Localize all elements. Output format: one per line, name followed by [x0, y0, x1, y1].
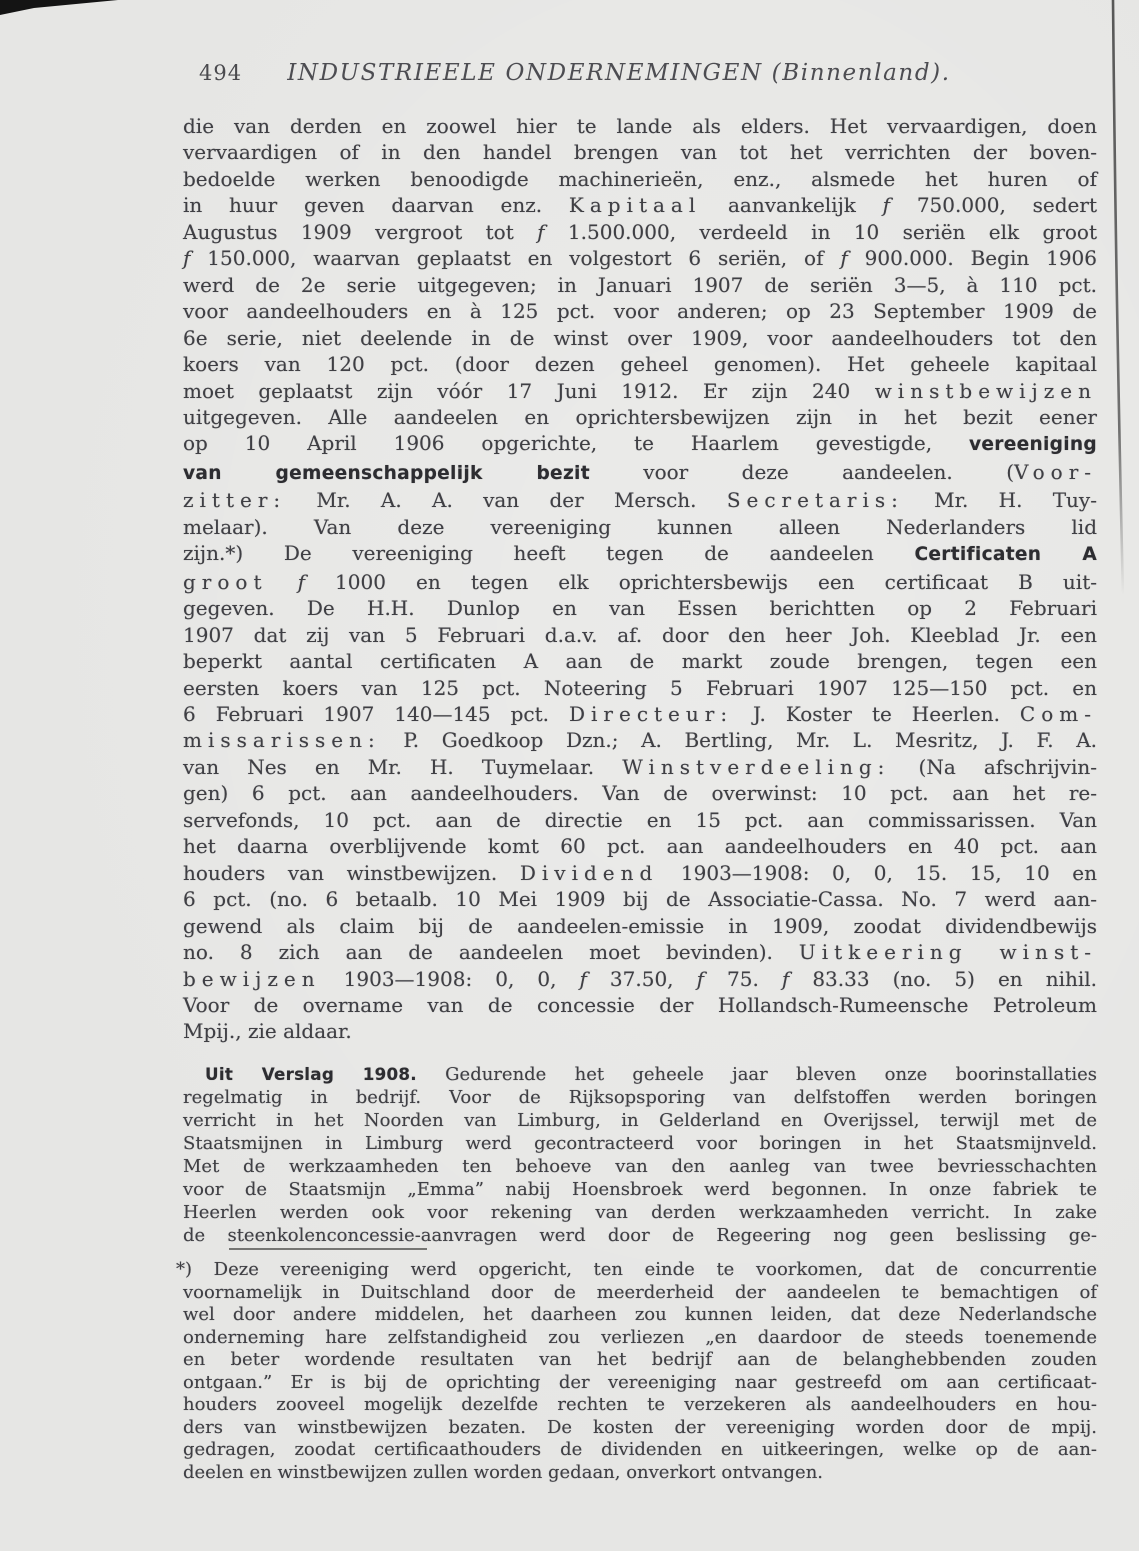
- text-line: voor de Staatsmijn „Emma” nabij Hoensbroek werd begonnen. In onze fabriek te: [183, 1179, 1097, 1200]
- text-line: op 10 April 1906 opgerichte, te Haarlem gevestigde, vereeniging: [183, 431, 1097, 456]
- text-line: bewijzen 1903—1908: 0, 0, f 37.50, f 75. f 83.33 (no. 5) en nihil.: [183, 966, 1098, 991]
- text-line: vervaardigen of in den handel brengen van tot het verrichten der boven-: [183, 140, 1097, 165]
- text-line: van Nes en Mr. H. Tuymelaar. Winstverdeeling: (Na afschrijvin-: [183, 754, 1097, 779]
- text-line: servefonds, 10 pct. aan de directie en 15 pct. aan commissarissen. Van: [183, 807, 1097, 832]
- text-line: voor aandeelhouders en à 125 pct. voor anderen; op 23 September 1909 de: [183, 299, 1097, 324]
- text-line: 6 pct. (no. 6 betaalb. 10 Mei 1909 bij de Associatie-Cassa. No. 7 werd aan-: [183, 887, 1097, 912]
- text-line: Met de werkzaamheden ten behoeve van den aanleg van twee bevriesschachten: [183, 1156, 1097, 1177]
- text-line: gedragen, zoodat certificaathouders de dividenden en uitkeeringen, welke op de aan-: [183, 1439, 1097, 1460]
- text-line: missarissen: P. Goedkoop Dzn.; A. Bertling, Mr. L. Mesritz, J. F. A.: [183, 728, 1097, 753]
- text-line: 6e serie, niet deelende in de winst over 1909, voor aandeelhouders tot den: [183, 325, 1097, 350]
- text-line: Uit Verslag 1908. Gedurende het geheele jaar bleven onze boorinstallaties: [205, 1064, 1097, 1085]
- text-line: eersten koers van 125 pct. Noteering 5 Februari 1907 125—150 pct. en: [183, 675, 1097, 700]
- text-line: de steenkolenconcessie-aanvragen werd door de Regeering nog geen beslissing ge-: [183, 1225, 1097, 1246]
- text-line: het daarna overblijvende komt 60 pct. aan aandeelhouders en 40 pct. aan: [183, 834, 1097, 859]
- main-text-block: [183, 113, 1097, 1045]
- text-line: van gemeenschappelijk bezit voor deze aandeelen. (Voor-: [183, 459, 1098, 484]
- running-title: INDUSTRIEELE ONDERNEMINGEN (Binnenland).: [287, 60, 951, 86]
- text-line: f 150.000, waarvan geplaatst en volgestort 6 seriën, of f 900.000. Begin 1906: [183, 246, 1097, 271]
- text-line: in huur geven daarvan enz. Kapitaal aanvankelijk f 750.000, sedert: [183, 193, 1097, 218]
- text-line: melaar). Van deze vereeniging kunnen alleen Nederlanders lid: [183, 514, 1097, 539]
- text-line: Mpij., zie aldaar.: [183, 1019, 352, 1044]
- text-line: *) Deze vereeniging werd opgericht, ten einde te voorkomen, dat de concurrentie: [176, 1259, 1097, 1280]
- text-line: Voor de overname van de concessie der Hollandsch-Rumeensche Petroleum: [183, 992, 1097, 1017]
- text-line: deelen en winstbewijzen zullen worden gedaan, onverkort ontvangen.: [183, 1461, 824, 1483]
- text-line: ders van winstbewijzen bezaten. De kosten der vereeniging worden door de mpij.: [183, 1416, 1097, 1438]
- text-line: bedoelde werken benoodigde machinerieën, enz., alsmede het huren of: [183, 166, 1097, 191]
- text-line: koers van 120 pct. (door dezen geheel genomen). Het geheele kapitaal: [183, 352, 1097, 377]
- text-line: onderneming hare zelfstandigheid zou verliezen „en daardoor de steeds toenemende: [183, 1326, 1097, 1348]
- text-line: ontgaan.” Er is bij de oprichting der vereeniging naar gestreefd om aan certificaat-: [183, 1371, 1097, 1393]
- text-line: uitgegeven. Alle aandeelen en oprichtersbewijzen zijn in het bezit eener: [183, 404, 1097, 429]
- text-line: no. 8 zich aan de aandeelen moet bevinden). Uitkeering winst-: [183, 940, 1098, 965]
- text-line: houders zooveel mogelijk dezelfde rechten te verzekeren als aandeelhouders en hou-: [183, 1394, 1097, 1415]
- text-line: gegeven. De H.H. Dunlop en van Essen berichtten op 2 Februari: [183, 596, 1097, 621]
- text-line: regelmatig in bedrijf. Voor de Rijksopsporing van delfstoffen werden boringen: [183, 1087, 1097, 1108]
- text-line: groot f 1000 en tegen elk oprichtersbewijs een certificaat B uit-: [183, 569, 1097, 594]
- text-line: die van derden en zoowel hier te lande als elders. Het vervaardigen, doen: [183, 114, 1097, 138]
- annual-report-paragraph: [183, 1063, 1097, 1247]
- text-line: gewend als claim bij de aandeelen-emissie in 1909, zoodat dividendbewijs: [183, 913, 1097, 938]
- page-header: [183, 60, 1097, 86]
- text-line: moet geplaatst zijn vóór 17 Juni 1912. Er zijn 240 winstbewijzen: [183, 378, 1097, 403]
- footnote-block: [176, 1259, 1097, 1484]
- page-number: 494: [199, 61, 243, 85]
- text-line: en beter wordende resultaten van het bedrijf aan de belanghebbenden zouden: [183, 1349, 1097, 1370]
- text-line: 6 Februari 1907 140—145 pct. Directeur: J. Koster te Heerlen. Com-: [183, 701, 1097, 726]
- text-line: wel door andere middelen, het daarheen zou kunnen leiden, dat deze Nederlandsche: [183, 1304, 1097, 1325]
- text-line: zijn.*) De vereeniging heeft tegen de aandeelen Certificaten A: [183, 541, 1097, 566]
- text-line: beperkt aantal certificaten A aan de markt zoude brengen, tegen een: [183, 649, 1097, 674]
- text-line: voornamelijk in Duitschland door de meerderheid der aandeelen te bemachtigen of: [183, 1281, 1097, 1303]
- book-gutter-page-edges: [0, 0, 196, 1551]
- footnote-separator-rule: [229, 1248, 427, 1250]
- text-line: 1907 dat zij van 5 Februari d.a.v. af. door den heer Joh. Kleeblad Jr. een: [183, 622, 1097, 647]
- text-line: werd de 2e serie uitgegeven; in Januari 1907 de seriën 3—5, à 110 pct.: [183, 272, 1097, 297]
- text-line: gen) 6 pct. aan aandeelhouders. Van de overwinst: 10 pct. aan het re-: [183, 781, 1097, 806]
- text-line: Augustus 1909 vergroot tot f 1.500.000, verdeeld in 10 seriën elk groot: [183, 219, 1097, 244]
- text-line: Staatsmijnen in Limburg werd gecontracteerd voor boringen in het Staatsmijnveld.: [183, 1133, 1097, 1154]
- text-line: houders van winstbewijzen. Dividend 1903—1908: 0, 0, 15. 15, 10 en: [183, 860, 1097, 885]
- text-line: zitter: Mr. A. A. van der Mersch. Secretaris: Mr. H. Tuy-: [183, 488, 1097, 513]
- text-line: verricht in het Noorden van Limburg, in Gelderland en Overijssel, terwijl met de: [183, 1110, 1097, 1131]
- text-line: Heerlen werden ook voor rekening van derden werkzaamheden verricht. In zake: [183, 1202, 1097, 1223]
